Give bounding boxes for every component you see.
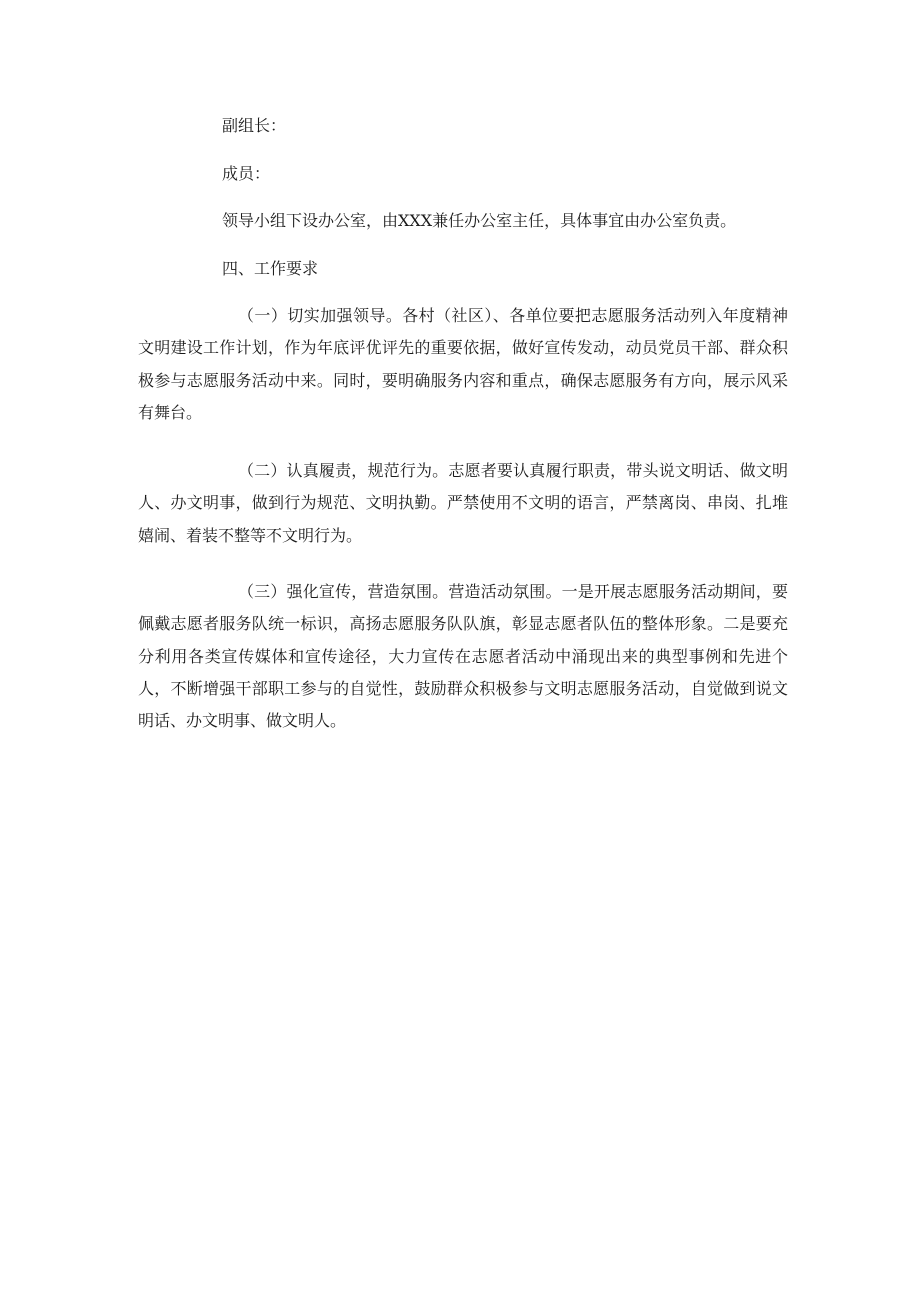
requirement-paragraph-3: （三）强化宣传，营造氛围。营造活动氛围。一是开展志愿服务活动期间，要佩戴志愿者服务队统一标识，高扬志愿服务队队旗，彰显志愿者队伍的整体形象。二是要充分利用各类宣传媒体和宣传途径，大力宣传在志愿者活动中涌现出来的典型事例和先进个人，不断增强干部职工参与的自觉性，鼓励群众积极参与文明志愿服务活动，自觉做到说文明话、办文明事、做文明人。	[138, 582, 788, 731]
requirement-paragraph-2: （二）认真履责，规范行为。志愿者要认真履行职责，带头说文明话、做文明人、办文明事，做到行为规范、文明执勤。严禁使用不文明的语言，严禁离岗、串岗、扎堆嬉闹、着装不整等不文明行为。	[138, 461, 788, 545]
deputy-leader-line: 副组长：	[222, 116, 287, 135]
office-line: 领导小组下设办公室，由XXX兼任办公室主任，具体事宜由办公室负责。	[222, 211, 737, 230]
requirement-paragraph-1: （一）切实加强领导。各村（社区）、各单位要把志愿服务活动列入年度精神文明建设工作计划，作为年底评优评先的重要依据，做好宣传发动，动员党员干部、群众积极参与志愿服务活动中来。同时，要明确服务内容和重点，确保志愿服务有方向，展示风采有舞台。	[138, 306, 788, 422]
members-line: 成员：	[222, 164, 271, 183]
section-four-title: 四、工作要求	[222, 259, 319, 278]
